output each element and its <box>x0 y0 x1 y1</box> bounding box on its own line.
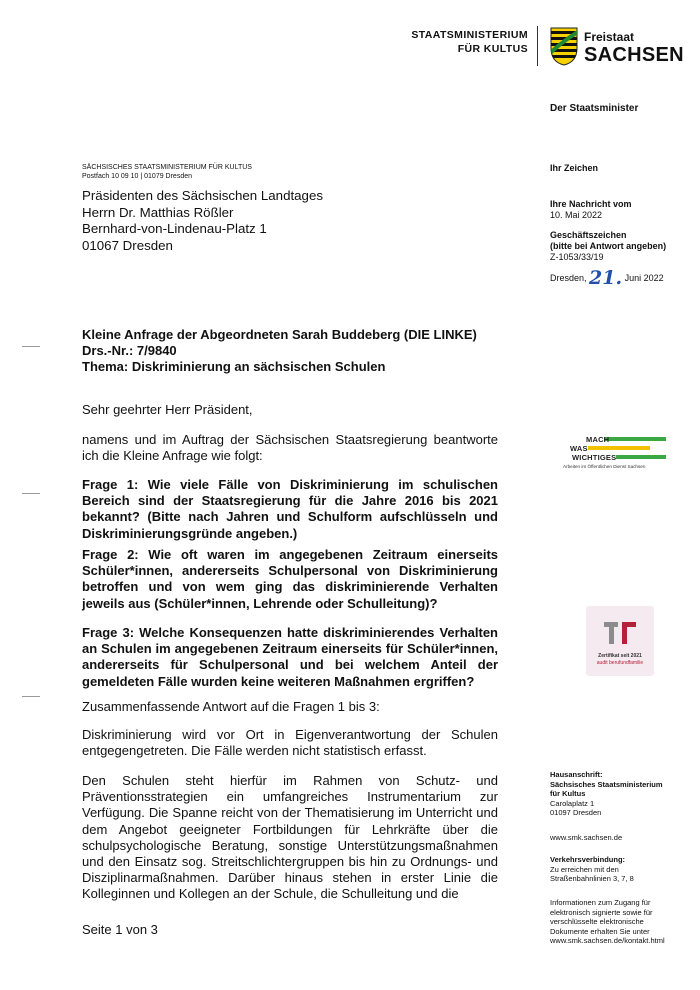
state-name-big: SACHSEN <box>584 44 684 66</box>
recipient-line3: Bernhard-von-Lindenau-Platz 1 <box>82 221 267 236</box>
answer-paragraph-1: Diskriminierung wird vor Ort in Eigenverantwortung der Schulen entgegengetreten. Die Fälle werden nicht statistisch erfasst. <box>82 727 498 759</box>
nachricht-value: 10. Mai 2022 <box>550 210 603 220</box>
fold-mark <box>22 346 40 347</box>
summary-heading: Zusammenfassende Antwort auf die Fragen 1 bis 3: <box>82 699 380 714</box>
hausanschrift-label: Hausanschrift: <box>550 770 603 779</box>
subject-thema: Thema: Diskriminierung an sächsischen Schulen <box>82 359 386 374</box>
logo-bar-green-1 <box>604 437 666 441</box>
logo-text-was: WAS <box>570 444 588 453</box>
ministry-name-line2: FÜR KULTUS <box>457 43 528 55</box>
verkehr-label: Verkehrsverbindung: <box>550 855 626 864</box>
verkehr-line1: Zu erreichen mit den <box>550 864 619 874</box>
haus-line4: 01097 Dresden <box>550 808 602 817</box>
page-number: Seite 1 von 3 <box>82 922 158 937</box>
contact-link[interactable]: www.smk.sachsen.de/kontakt.html <box>550 936 665 945</box>
nachricht-block <box>550 199 632 221</box>
state-name-small: Freistaat <box>584 30 635 44</box>
info-block <box>550 898 665 946</box>
badge-certificate-text: Zertifikat seit 2021 <box>598 653 642 659</box>
ministry-name-line1: STAATSMINISTERIUM <box>411 29 528 41</box>
gz-value: Z-1053/33/19 <box>550 252 604 262</box>
recipient-address <box>82 188 323 254</box>
logo-divider <box>537 26 538 66</box>
info-line3: verschlüsselte elektronische <box>550 917 644 926</box>
nachricht-label: Ihre Nachricht vom <box>550 199 632 209</box>
sender-line2: Postfach 10 09 10 | 01079 Dresden <box>82 173 193 180</box>
date-place: Dresden, <box>550 273 587 283</box>
date-day-handwritten: 21. <box>589 267 623 289</box>
recipient-line4: 01067 Dresden <box>82 237 173 253</box>
haus-line1: Sächsisches Staatsministerium <box>550 779 663 789</box>
haus-line2: für Kultus <box>550 789 586 798</box>
gz-hint: (bitte bei Antwort angeben) <box>550 241 667 251</box>
audit-berufundfamilie-badge <box>586 606 654 676</box>
logo-bar-yellow <box>588 446 650 450</box>
punch-mark <box>22 493 40 494</box>
badge-audit-text: audit berufundfamilie <box>596 660 644 666</box>
intro-paragraph: namens und im Auftrag der Sächsischen Staatsregierung beantworte ich die Kleine Anfrage wie folgt: <box>82 432 498 464</box>
question-3: Frage 3: Welche Konsequenzen hatte diskriminierendes Verhalten an Schulen im angegebenen Zeitraum einerseits für Schüler*innen, andererseits für Schulpersonal und bei welchem Anteil der gemeldeten Fälle wurden keine weiteren Maßnahmen ergriffen? <box>82 625 498 689</box>
answer-paragraph-2: Den Schulen steht hierfür im Rahmen von Schutz- und Präventionsstrategien ein umfangreiches Instrumentarium zur Verfügung. Die Spanne reicht von der Thematisierung im Unterricht und dem Angebot geeigneter Fortbildungen für Lehrkräfte über die schulpsychologische Beratung, sonstige Unterstützungsmaßnahmen und den Einsatz sog. Streitschlichtergruppen bis hin zu Ordnungs- und Disziplinarmaßnahmen. Darüber hinaus stehen in erster Linie die Kolleginnen und Kollegen an der Schule, die Schulleitung und die <box>82 773 498 902</box>
question-2: Frage 2: Wie oft waren im angegebenen Zeitraum einerseits Schüler*innen, andererseits Schulpersonal von Diskriminierung betroffen und von wem ging das diskriminierende Verhalten jeweils aus (Schüler*innen, Lehrende oder Schulleitung)? <box>82 547 498 611</box>
geschaeftszeichen-block <box>550 230 666 263</box>
logo-bar-green-2 <box>616 455 666 459</box>
website-link[interactable]: www.smk.sachsen.de <box>550 833 623 842</box>
recipient-line1: Präsidenten des Sächsischen Landtages <box>82 188 323 203</box>
info-line4: Dokumente erhalten Sie unter <box>550 926 650 936</box>
audit-logo-icon <box>602 618 638 648</box>
date-line <box>550 267 664 289</box>
logo-text-wichtiges: WICHTIGES <box>572 453 617 462</box>
info-line1: Informationen zum Zugang für <box>550 898 651 907</box>
sender-line1: SÄCHSISCHES STAATSMINISTERIUM FÜR KULTUS <box>82 164 252 171</box>
logo-text-mach: MACH <box>586 435 610 444</box>
subject-drs-nr: Drs.-Nr.: 7/9840 <box>82 343 177 358</box>
minister-title: Der Staatsminister <box>550 103 639 114</box>
ministry-name <box>400 28 528 56</box>
verkehr-line2: Straßenbahnlinien 3, 7, 8 <box>550 874 634 883</box>
haus-line3: Carolaplatz 1 <box>550 798 595 808</box>
salutation: Sehr geehrter Herr Präsident, <box>82 402 253 417</box>
fold-mark <box>22 696 40 697</box>
subject-title: Kleine Anfrage der Abgeordneten Sarah Buddeberg (DIE LINKE) <box>82 327 477 342</box>
saxony-crest-icon <box>549 26 579 66</box>
recipient-line2: Herrn Dr. Matthias Rößler <box>82 204 234 220</box>
gz-label: Geschäftszeichen <box>550 230 627 240</box>
ihr-zeichen-label: Ihr Zeichen <box>550 163 599 173</box>
logo-subtitle: Arbeiten im Öffentlichen Dienst Sachsen <box>563 464 646 469</box>
sender-line <box>82 163 252 181</box>
hausanschrift-block <box>550 770 663 818</box>
date-month-year: Juni 2022 <box>624 273 664 283</box>
subject-block <box>82 327 477 375</box>
state-name <box>584 28 684 64</box>
info-line2: elektronisch signierte sowie für <box>550 907 653 917</box>
verkehr-block <box>550 855 634 884</box>
question-1: Frage 1: Wie viele Fälle von Diskriminierung im schulischen Bereich sind der Staatsregierung für die Jahre 2016 bis 2021 bekannt? (Bitte nach Jahren und Schulform aufschlüsseln und Diskriminierungsgründe angeben.) <box>82 477 498 541</box>
mach-was-wichtiges-logo <box>560 428 670 468</box>
